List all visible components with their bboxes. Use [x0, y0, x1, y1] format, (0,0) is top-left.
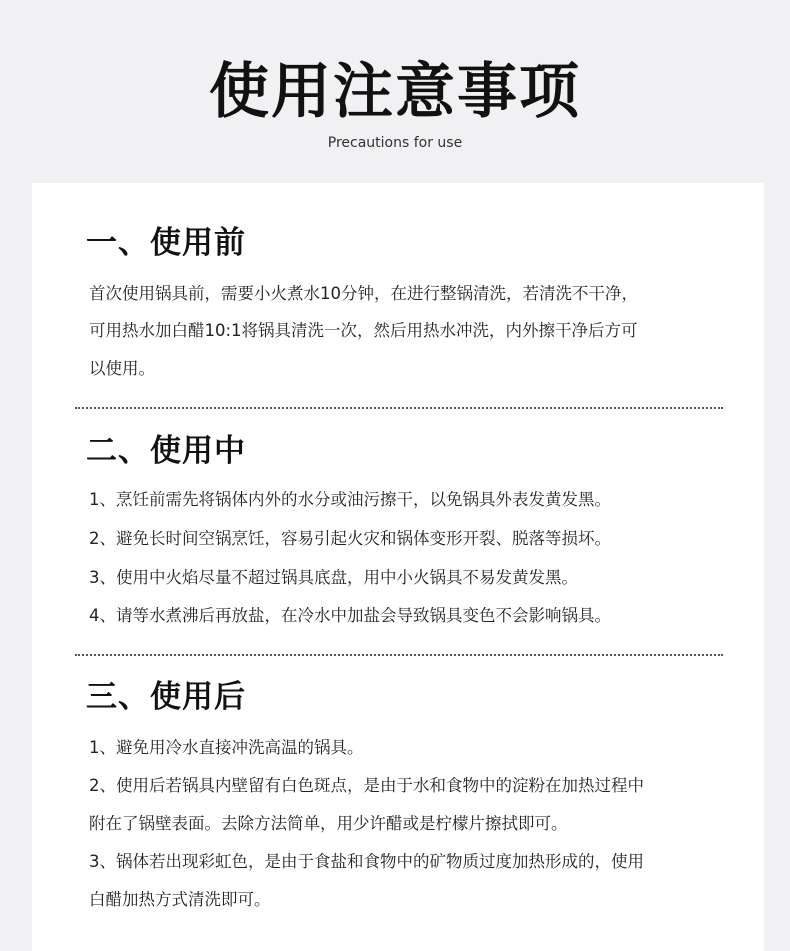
section-line: 4、请等水煮沸后再放盐，在冷水中加盐会导致锅具变色不会影响锅具。 [89, 606, 611, 625]
section-line: 3、锅体若出现彩虹色，是由于食盐和食物中的矿物质过度加热形成的，使用 [89, 852, 644, 871]
section-line: 2、使用后若锅具内壁留有白色斑点，是由于水和食物中的淀粉在加热过程中 [89, 776, 644, 795]
section-title-during-use: 二、使用中 [86, 433, 246, 469]
page-title: 使用注意事项 [209, 57, 581, 127]
page-header [0, 0, 790, 182]
section-title-before-use: 一、使用前 [86, 225, 246, 261]
dotted-divider [75, 407, 723, 409]
section-line: 首次使用锅具前，需要小火煮水10分钟，在进行整锅清洗，若清洗不干净， [89, 284, 638, 303]
page-subtitle: Precautions for use [327, 135, 463, 151]
section-line: 3、使用中火焰尽量不超过锅具底盘，用中小火锅具不易发黄发黑。 [89, 568, 578, 587]
section-line: 1、烹饪前需先将锅体内外的水分或油污擦干，以免锅具外表发黄发黑。 [89, 490, 611, 509]
section-line: 1、避免用冷水直接冲洗高温的锅具。 [89, 738, 364, 757]
section-line: 以使用。 [89, 359, 155, 378]
content-card [32, 183, 764, 951]
section-title-after-use: 三、使用后 [86, 679, 246, 715]
section-line: 2、避免长时间空锅烹饪，容易引起火灾和锅体变形开裂、脱落等损坏。 [89, 529, 611, 548]
section-line: 可用热水加白醋10:1将锅具清洗一次，然后用热水冲洗，内外擦干净后方可 [89, 321, 638, 340]
dotted-divider [75, 654, 723, 656]
section-line: 白醋加热方式清洗即可。 [89, 890, 271, 909]
section-line: 附在了锅壁表面。去除方法简单，用少许醋或是柠檬片擦拭即可。 [89, 814, 568, 833]
